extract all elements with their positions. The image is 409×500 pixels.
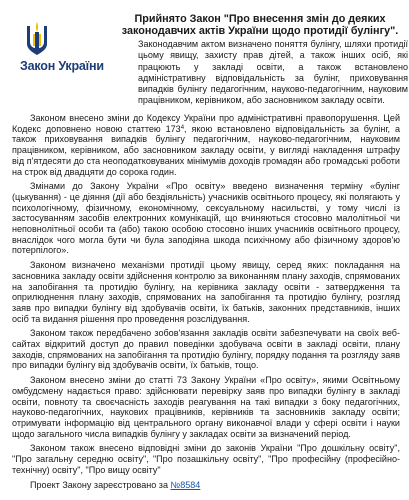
- law-of-ukraine-logo: [20, 20, 110, 73]
- article-superscript: 4: [180, 124, 185, 131]
- news-header: [6, 0, 408, 106]
- paragraph-6: Законом також внесено відповідні зміни до законів України "Про дошкільну освіту", "Про загальну середню освіту", "Про позашкільну освіту", "Про професійну (професійно-технічну) освіту", "Про вищу освіту": [12, 443, 400, 475]
- news-title: Прийнято Закон "Про внесення змін до деяких законодавчих актів України щодо протидії булінгу".: [121, 13, 399, 38]
- paragraph-2: Змінами до Закону України «Про освіту» введено визначення терміну «булінг (цькування) - це діяння (дії або бездіяльність) учасників освітнього процесу, які полягають у психологічному, фізичному, економічному, сексуальному насильстві, у тому числі із застосуванням засобів електронних комунікацій, що вчиняються стосовно малолітньої чи неповнолітньої особи та (або) такою особою стосовно інших учасників освітнього процесу, внаслідок чого могла бути чи була заподіяна шкода психічному або фізичному здоров'ю потерпілого».: [12, 181, 400, 256]
- ukraine-trident-icon: [24, 20, 50, 56]
- paragraph-3: Законом визначено механізми протидії цьому явищу, серед яких: покладання на засновника закладу освіти здійснення контролю за виконанням плану заходів, спрямованих на запобігання та протидію булінгу, на керівника закладу освіти - затвердження та оприлюднення плану заходів, спрямованих на запобігання та протидію булінгу, розгляд заяв про випадки булінгу від здобувачів освіти, їх батьків, законних представників, інших осіб та видання рішення про проведення розслідування.: [12, 260, 400, 324]
- bill-link[interactable]: №8584: [170, 479, 201, 490]
- paragraph-4: Законом також передбачено зобов'язання закладів освіти забезпечувати на своїх веб-сайтах відкритий доступ до правил поведінки здобувача освіти в закладі освіти, плану заходів, спрямованих на запобігання та протидію булінгу, порядку подання та розгляду заяв про випадки булінгу від здобувачів освіти, їх батьків, тощо.: [12, 328, 400, 371]
- logo-text: Закон України: [20, 59, 104, 73]
- article-body: [12, 113, 400, 494]
- paragraph-1: Законом внесено зміни до Кодексу України про адміністративні правопорушення. Цей Кодекс доповнено новою статтею $173^4$, якою встановлено відповідальність за булінг, а також приховування випадків булінгу педагогічним, науково-педагогічним, науковим працівником, керівником, або засновником закладу освіти, у вигляді накладення штрафу від п'ятдесяти до ста неоподатковуваних мінімумів доходів громадян або громадські роботи на строк від двадцяти до сорока годин.: [12, 113, 400, 177]
- paragraph-7: Проект Закону зареєстровано за №8584: [30, 479, 201, 490]
- paragraph-5: Законом внесено зміни до статті 73 Закону України «Про освіту», якими Освітньому омбудсмену надається право: здійснювати перевірку заяв про випадки булінгу в закладі освіти, повноту та своєчасність заходів реагування на такі випадки з боку педагогічних, науково-педагогічних, наукових працівників, керівників та засновників закладу освіти; отримувати інформацію від центрального органу виконавчої влади у сфері освіти і науки щодо загального числа випадків булінгу у закладах освіти за визначений період.: [12, 375, 400, 439]
- intro-paragraph: Законодавчим актом визначено поняття булінгу, шляхи протидії цьому явищу, захисту прав дітей, а також інших осіб, які працюють у закладі освіти, а також встановлено адміністративну відповідальність за булінг, приховування випадків булінгу педагогічним, науково-педагогічним, науковим працівником, керівником, або засновником закладу освіти.: [138, 39, 408, 106]
